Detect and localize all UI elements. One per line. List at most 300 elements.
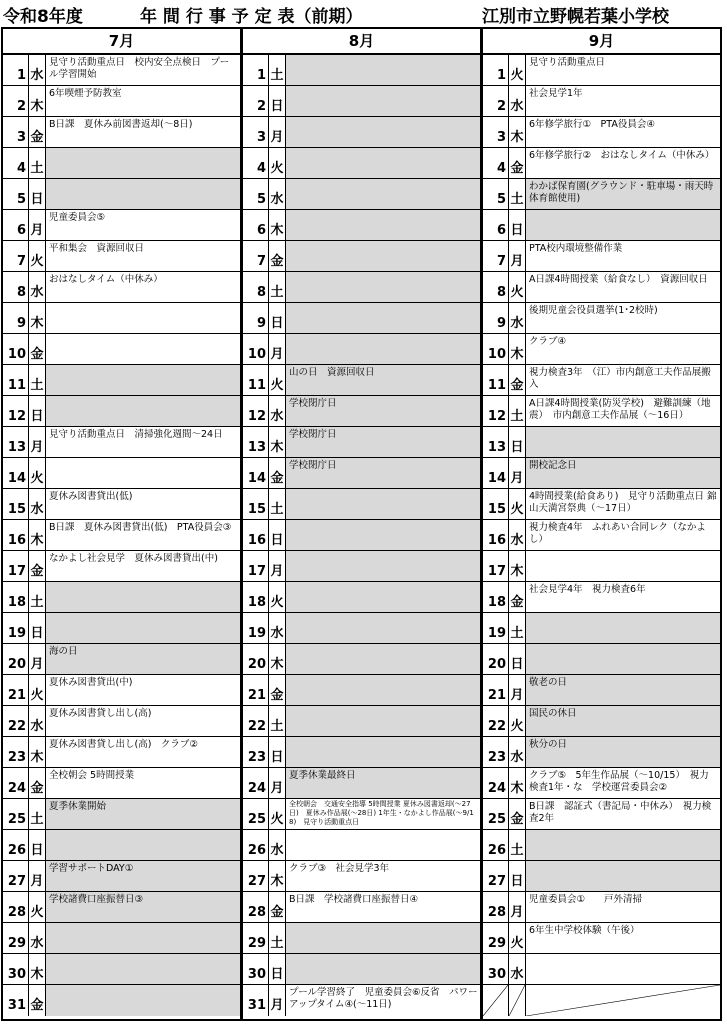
- event-text: 夏休み図書貸し出し(高): [49, 708, 152, 719]
- day-number: 19: [483, 613, 509, 643]
- day-number: 22: [243, 706, 269, 736]
- event-text: [286, 334, 480, 364]
- day-number: 18: [3, 582, 29, 612]
- day-number: 26: [243, 830, 269, 860]
- month-column-august: [241, 27, 482, 1021]
- weekday: 金: [29, 768, 46, 798]
- weekday: 水: [29, 489, 46, 519]
- page-title: 年 間 行 事 予 定 表（前期）: [140, 7, 363, 27]
- day-number: 27: [3, 861, 29, 891]
- day-number: 24: [483, 768, 509, 798]
- weekday: 金: [29, 334, 46, 364]
- day-number: 4: [483, 148, 509, 178]
- event-text: わかば保育園(グラウンド・駐車場・雨天時体育館使用): [526, 179, 720, 209]
- day-row: [3, 892, 240, 923]
- day-row: [483, 923, 720, 954]
- weekday: 月: [509, 458, 526, 488]
- event-text: [286, 954, 480, 984]
- event-text: 児童委員会① 戸外清掃: [529, 894, 643, 905]
- day-number: 23: [483, 737, 509, 767]
- day-row: [483, 272, 720, 303]
- day-row: [3, 613, 240, 644]
- day-row: [3, 117, 240, 148]
- weekday: 月: [29, 427, 46, 457]
- weekday: 日: [269, 520, 286, 550]
- day-row: [483, 892, 720, 923]
- weekday: 土: [29, 148, 46, 178]
- day-row: [483, 520, 720, 551]
- day-number: 27: [483, 861, 509, 891]
- empty-day-row: [483, 985, 720, 1016]
- day-row: [243, 675, 480, 706]
- event-text: [286, 582, 480, 612]
- weekday: 水: [509, 954, 526, 984]
- event-text: 夏休み図書貸し出し(高) クラブ②: [49, 739, 198, 750]
- slashed-cell: [509, 985, 526, 1016]
- event-text: [46, 923, 240, 953]
- event-text: 見守り活動重点日: [529, 57, 606, 68]
- month-column-september: [481, 27, 722, 1021]
- day-row: [3, 923, 240, 954]
- event-text: 学校閉庁日: [286, 427, 480, 457]
- event-text: [286, 923, 480, 953]
- event-text: 夏季休業最終日: [286, 768, 480, 798]
- weekday: 月: [509, 241, 526, 271]
- day-row: [3, 985, 240, 1016]
- event-text: [526, 954, 720, 984]
- day-number: 17: [3, 551, 29, 581]
- weekday: 水: [509, 520, 526, 550]
- weekday: 水: [269, 179, 286, 209]
- day-row: [243, 954, 480, 985]
- event-text: [286, 179, 480, 209]
- day-row: [243, 861, 480, 892]
- day-number: 16: [483, 520, 509, 550]
- weekday: 木: [29, 954, 46, 984]
- day-number: 29: [483, 923, 509, 953]
- weekday: 水: [269, 613, 286, 643]
- day-row: [3, 148, 240, 179]
- day-row: [483, 582, 720, 613]
- day-number: 12: [483, 396, 509, 426]
- weekday: 日: [29, 613, 46, 643]
- day-row: [3, 241, 240, 272]
- day-row: [483, 241, 720, 272]
- event-text: 学校閉庁日: [286, 396, 480, 426]
- weekday: 土: [509, 396, 526, 426]
- day-row: [243, 737, 480, 768]
- day-row: [243, 117, 480, 148]
- weekday: 火: [29, 458, 46, 488]
- day-row: [243, 551, 480, 582]
- weekday: 水: [29, 55, 46, 85]
- event-text: [286, 737, 480, 767]
- event-text: 海の日: [46, 644, 240, 674]
- event-text: 児童委員会⑤: [49, 212, 106, 223]
- day-row: [483, 148, 720, 179]
- event-text: [286, 830, 480, 860]
- weekday: 日: [509, 644, 526, 674]
- weekday: 金: [509, 365, 526, 395]
- day-row: [243, 489, 480, 520]
- event-text: 学校閉庁日: [286, 458, 480, 488]
- day-row: [3, 210, 240, 241]
- day-number: 2: [3, 86, 29, 116]
- event-text: [526, 861, 720, 891]
- day-number: 12: [243, 396, 269, 426]
- weekday: 水: [509, 737, 526, 767]
- day-number: 21: [483, 675, 509, 705]
- day-row: [3, 458, 240, 489]
- day-number: 4: [3, 148, 29, 178]
- day-row: [483, 117, 720, 148]
- event-text: 夏休み図書貸出(中): [49, 677, 133, 688]
- day-number: 31: [3, 985, 29, 1016]
- day-number: 15: [483, 489, 509, 519]
- event-text: [286, 706, 480, 736]
- day-row: [483, 954, 720, 985]
- weekday: 月: [29, 644, 46, 674]
- weekday: 日: [269, 954, 286, 984]
- day-number: 17: [483, 551, 509, 581]
- weekday: 火: [29, 675, 46, 705]
- day-row: [3, 582, 240, 613]
- day-row: [483, 768, 720, 799]
- day-row: [243, 427, 480, 458]
- day-number: 7: [483, 241, 509, 271]
- weekday: 金: [29, 985, 46, 1016]
- event-text: 社会見学1年: [529, 88, 583, 99]
- weekday: 月: [509, 675, 526, 705]
- day-number: 3: [3, 117, 29, 147]
- event-text: B日課 学校諸費口座振替日④: [289, 894, 419, 905]
- event-text: [46, 830, 240, 860]
- event-text: 全校朝会 5時間授業: [49, 770, 135, 781]
- event-text: [286, 241, 480, 271]
- month-column-july: [1, 27, 242, 1021]
- day-number: 4: [243, 148, 269, 178]
- day-number: 27: [243, 861, 269, 891]
- weekday: 月: [509, 892, 526, 922]
- day-row: [3, 86, 240, 117]
- event-text: [286, 489, 480, 519]
- weekday: 土: [269, 706, 286, 736]
- event-text: 視力検査4年 ふれあい合同レク（なかよし）: [529, 522, 706, 545]
- event-text: [286, 272, 480, 302]
- day-number: 11: [3, 365, 29, 395]
- day-row: [243, 179, 480, 210]
- day-row: [3, 954, 240, 985]
- day-row: [243, 241, 480, 272]
- weekday: 土: [509, 613, 526, 643]
- day-row: [243, 799, 480, 830]
- event-text: [286, 551, 480, 581]
- day-number: 11: [243, 365, 269, 395]
- day-number: 29: [243, 923, 269, 953]
- weekday: 木: [29, 303, 46, 333]
- event-text: 全校朝会 交通安全指導 5時間授業 夏休み図書返却(～27日) 夏休み作品展(～28日) 1年生・なかよし作品展(～9/18) 見守り活動重点日: [289, 800, 474, 826]
- weekday: 木: [29, 737, 46, 767]
- day-number: 16: [3, 520, 29, 550]
- weekday: 土: [269, 55, 286, 85]
- weekday: 木: [509, 334, 526, 364]
- event-text: 学習サポートDAY①: [46, 861, 240, 891]
- event-text: なかよし社会見学 夏休み図書貸出(中): [49, 553, 218, 564]
- day-row: [483, 706, 720, 737]
- day-number: 3: [483, 117, 509, 147]
- weekday: 月: [269, 985, 286, 1016]
- day-row: [483, 830, 720, 861]
- weekday: 土: [269, 489, 286, 519]
- weekday: 日: [269, 737, 286, 767]
- event-text: A日課4時間授業（給食なし） 資源回収日: [529, 274, 708, 285]
- day-row: [3, 334, 240, 365]
- day-row: [3, 768, 240, 799]
- day-row: [483, 861, 720, 892]
- day-number: 22: [3, 706, 29, 736]
- event-text: [286, 675, 480, 705]
- day-row: [3, 520, 240, 551]
- event-text: 4時間授業(給食あり) 見守り活動重点日 錦山天満宮祭典（～17日）: [529, 491, 717, 514]
- event-text: [286, 520, 480, 550]
- weekday: 金: [29, 551, 46, 581]
- day-number: 17: [243, 551, 269, 581]
- weekday: 火: [269, 148, 286, 178]
- day-number: 16: [243, 520, 269, 550]
- day-row: [243, 86, 480, 117]
- weekday: 火: [29, 892, 46, 922]
- weekday: 月: [269, 334, 286, 364]
- month-header: 8月: [243, 29, 480, 55]
- day-number: 8: [3, 272, 29, 302]
- day-number: 25: [3, 799, 29, 829]
- weekday: 金: [269, 458, 286, 488]
- day-row: [3, 830, 240, 861]
- day-number: 13: [3, 427, 29, 457]
- day-row: [483, 86, 720, 117]
- day-row: [243, 613, 480, 644]
- weekday: 水: [269, 830, 286, 860]
- day-number: 6: [3, 210, 29, 240]
- weekday: 月: [269, 551, 286, 581]
- day-number: 19: [3, 613, 29, 643]
- event-text: おはなしタイム（中休み）: [49, 274, 163, 285]
- day-row: [243, 582, 480, 613]
- day-row: [243, 272, 480, 303]
- day-row: [243, 768, 480, 799]
- fiscal-year: 令和8年度: [3, 7, 83, 27]
- weekday: 火: [509, 923, 526, 953]
- weekday: 土: [509, 830, 526, 860]
- day-number: 6: [483, 210, 509, 240]
- day-row: [3, 303, 240, 334]
- day-row: [243, 396, 480, 427]
- weekday: 火: [269, 365, 286, 395]
- day-number: 9: [483, 303, 509, 333]
- event-text: [46, 179, 240, 209]
- weekday: 土: [509, 179, 526, 209]
- day-number: 1: [3, 55, 29, 85]
- day-row: [243, 303, 480, 334]
- event-text: [526, 210, 720, 240]
- day-row: [483, 334, 720, 365]
- day-row: [243, 644, 480, 675]
- weekday: 木: [29, 520, 46, 550]
- weekday: 木: [269, 427, 286, 457]
- day-number: 1: [243, 55, 269, 85]
- day-row: [243, 458, 480, 489]
- day-number: 28: [483, 892, 509, 922]
- day-row: [243, 55, 480, 86]
- event-text: PTA校内環境整備作業: [529, 243, 623, 254]
- event-text: 夏季休業開始: [46, 799, 240, 829]
- event-text: [46, 365, 240, 395]
- day-number: 10: [243, 334, 269, 364]
- event-text: 国民の休日: [526, 706, 720, 736]
- weekday: 月: [269, 117, 286, 147]
- day-number: 10: [3, 334, 29, 364]
- weekday: 木: [269, 644, 286, 674]
- weekday: 金: [509, 148, 526, 178]
- event-text: [46, 954, 240, 984]
- event-text: 開校記念日: [526, 458, 720, 488]
- day-number: 23: [3, 737, 29, 767]
- weekday: 木: [509, 117, 526, 147]
- weekday: 金: [269, 241, 286, 271]
- event-text: 6年喫煙予防教室: [49, 88, 122, 99]
- weekday: 土: [29, 582, 46, 612]
- day-number: 15: [3, 489, 29, 519]
- school-name: 江別市立野幌若葉小学校: [482, 7, 669, 27]
- day-row: [3, 644, 240, 675]
- event-text: [526, 427, 720, 457]
- day-row: [483, 396, 720, 427]
- day-row: [483, 489, 720, 520]
- weekday: 木: [269, 210, 286, 240]
- day-row: [3, 551, 240, 582]
- weekday: 月: [269, 768, 286, 798]
- event-text: [286, 210, 480, 240]
- event-text: [46, 303, 240, 333]
- day-number: 25: [243, 799, 269, 829]
- weekday: 火: [509, 55, 526, 85]
- day-number: 20: [243, 644, 269, 674]
- weekday: 水: [29, 706, 46, 736]
- weekday: 日: [29, 396, 46, 426]
- weekday: 月: [29, 861, 46, 891]
- month-header: 9月: [483, 29, 720, 55]
- weekday: 金: [29, 117, 46, 147]
- weekday: 金: [509, 799, 526, 829]
- day-row: [483, 675, 720, 706]
- day-row: [3, 365, 240, 396]
- day-row: [243, 210, 480, 241]
- day-number: 2: [243, 86, 269, 116]
- day-row: [483, 613, 720, 644]
- day-number: 5: [483, 179, 509, 209]
- day-number: 24: [3, 768, 29, 798]
- day-number: 11: [483, 365, 509, 395]
- day-row: [3, 396, 240, 427]
- weekday: 月: [29, 210, 46, 240]
- day-row: [3, 675, 240, 706]
- event-text: 学校諸費口座振替日③: [46, 892, 240, 922]
- day-number: 31: [243, 985, 269, 1016]
- day-row: [243, 520, 480, 551]
- event-text: [286, 613, 480, 643]
- weekday: 日: [29, 179, 46, 209]
- weekday: 火: [509, 272, 526, 302]
- day-number: 6: [243, 210, 269, 240]
- day-number: 18: [243, 582, 269, 612]
- day-row: [483, 458, 720, 489]
- weekday: 火: [269, 799, 286, 829]
- weekday: 日: [509, 210, 526, 240]
- weekday: 日: [509, 861, 526, 891]
- day-row: [483, 644, 720, 675]
- day-row: [3, 179, 240, 210]
- event-text: [526, 830, 720, 860]
- event-text: 秋分の日: [526, 737, 720, 767]
- event-text: [46, 613, 240, 643]
- day-row: [483, 799, 720, 830]
- day-row: [483, 55, 720, 86]
- day-row: [243, 892, 480, 923]
- day-number: 26: [483, 830, 509, 860]
- event-text: [286, 86, 480, 116]
- weekday: 土: [29, 799, 46, 829]
- event-text: 6年修学旅行② おはなしタイム（中休み）: [529, 150, 715, 161]
- weekday: 土: [269, 923, 286, 953]
- day-number: 26: [3, 830, 29, 860]
- slashed-cell: [483, 985, 509, 1016]
- day-row: [3, 799, 240, 830]
- day-number: 24: [243, 768, 269, 798]
- day-number: 30: [3, 954, 29, 984]
- weekday: 水: [269, 396, 286, 426]
- day-row: [243, 830, 480, 861]
- day-row: [243, 923, 480, 954]
- event-text: [526, 551, 720, 581]
- day-row: [483, 737, 720, 768]
- day-row: [243, 985, 480, 1016]
- event-text: プール学習終了 児童委員会⑥反省 パワーアップタイム④(～11日): [289, 987, 478, 1010]
- day-number: 8: [243, 272, 269, 302]
- day-number: 3: [243, 117, 269, 147]
- event-text: 6年修学旅行① PTA役員会④: [529, 119, 655, 130]
- day-row: [483, 551, 720, 582]
- day-number: 21: [3, 675, 29, 705]
- event-text: [286, 148, 480, 178]
- weekday: 水: [509, 303, 526, 333]
- event-text: 見守り活動重点日 清掃強化週間～24日: [49, 429, 223, 440]
- weekday: 火: [509, 489, 526, 519]
- weekday: 木: [29, 86, 46, 116]
- day-number: 7: [3, 241, 29, 271]
- weekday: 日: [269, 86, 286, 116]
- day-number: 1: [483, 55, 509, 85]
- event-text: 夏休み図書貸出(低): [49, 491, 133, 502]
- day-number: 5: [243, 179, 269, 209]
- event-text: 見守り活動重点日 校内安全点検日 プール学習開始: [49, 57, 230, 80]
- day-number: 9: [3, 303, 29, 333]
- event-text: [286, 303, 480, 333]
- day-number: 25: [483, 799, 509, 829]
- weekday: 木: [269, 861, 286, 891]
- day-row: [483, 427, 720, 458]
- day-number: 20: [3, 644, 29, 674]
- slashed-cell: [526, 985, 720, 1016]
